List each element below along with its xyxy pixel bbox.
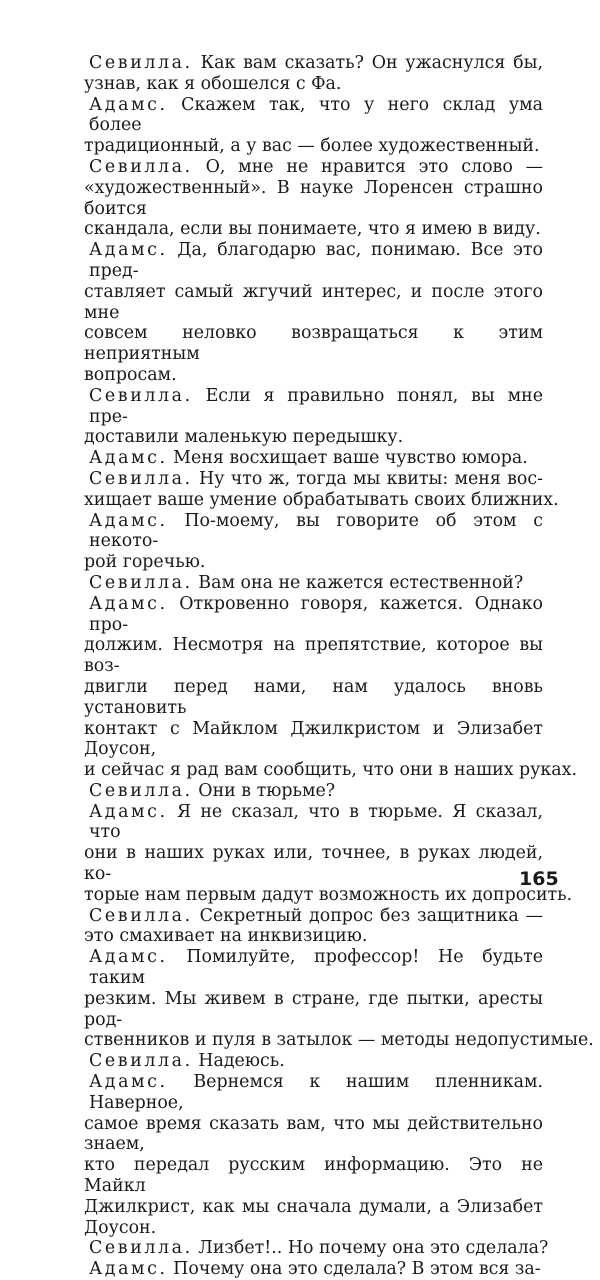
speaker-name: Адамс. <box>89 1072 168 1093</box>
text-line: самое время сказать вам, что мы действительно знаем, <box>84 1113 543 1155</box>
speaker-name: Севилла. <box>89 53 193 73</box>
dialogue-paragraph <box>84 801 573 906</box>
dialogue-paragraph <box>84 1238 549 1259</box>
speech-text: Секретный допрос без защитника — <box>192 905 543 926</box>
speaker-name: Адамс. <box>89 593 168 614</box>
text-line: Джилкрист, как мы сначала думали, а Элизабет <box>84 1196 543 1217</box>
text-line: ственников и пуля в затылок — методы недопустимые. <box>84 1030 594 1051</box>
text-line <box>84 157 543 178</box>
speaker-name: Севилла. <box>89 905 193 926</box>
text-line: контакт с Майклом Джилкристом и Элизабет Доусон, <box>84 718 543 760</box>
text-line: двигли перед нами, нам удалось вновь установить <box>84 676 543 718</box>
text-line: и сейчас я рад вам сообщить, что они в наших руках. <box>84 760 577 781</box>
dialogue-paragraph <box>84 240 543 386</box>
text-line: кто передал русским информацию. Это не Майкл <box>84 1155 543 1197</box>
page-number: 165 <box>519 868 559 890</box>
speaker-name: Севилла. <box>89 572 193 593</box>
text-line: скандала, если вы понимаете, что я имею в виду. <box>84 219 541 240</box>
text-line: традиционный, а у вас — более художественный. <box>84 136 540 157</box>
speaker-name: Адамс. <box>89 1259 168 1280</box>
text-line <box>84 906 543 927</box>
speech-text: Как вам сказать? Он ужаснулся бы, <box>192 53 543 73</box>
text-line: Доусон. <box>84 1217 157 1238</box>
text-line <box>84 1072 543 1114</box>
dialogue-paragraph <box>84 781 543 802</box>
speaker-name: Адамс. <box>89 510 168 531</box>
text-line: должим. Несмотря на препятствие, которое вы воз- <box>84 635 543 677</box>
text-line: узнав, как я обошелся с Фа. <box>84 73 342 94</box>
dialogue-paragraph <box>84 448 543 469</box>
speaker-name: Севилла. <box>89 468 193 489</box>
dialogue-paragraph <box>84 947 594 1051</box>
speaker-name: Адамс. <box>89 947 168 968</box>
text-line <box>84 95 543 137</box>
speech-text: Скажем так, что у него склад ума более <box>89 94 543 136</box>
text-line <box>84 947 543 989</box>
speech-text: Лизбет!.. Но почему она это сделала? <box>192 1238 549 1259</box>
speaker-name: Адамс. <box>89 801 168 822</box>
text-line <box>84 594 543 636</box>
text-line: хищает ваше умение обрабатывать своих ближних. <box>84 489 559 510</box>
text-line <box>84 386 543 428</box>
text-line <box>84 53 543 74</box>
text-line: они в наших руках или, точнее, в руках людей, ко- <box>84 843 543 885</box>
speech-text: Я не сказал, что в тюрьме. Я сказал, что <box>89 801 543 843</box>
speaker-name: Адамс. <box>89 448 168 469</box>
dialogue-paragraph <box>84 511 543 573</box>
dialogue-paragraph <box>84 53 543 95</box>
text-line: торые нам первым дадут возможность их допросить. <box>84 884 573 905</box>
text-line <box>84 448 543 469</box>
text-line: вопросам. <box>84 364 177 385</box>
speech-text: Почему она это сделала? В этом вся за- <box>167 1259 541 1280</box>
text-line: это смахивает на инквизицию. <box>84 926 368 947</box>
text-line: рой горечью. <box>84 552 206 573</box>
dialogue-paragraph <box>84 157 543 240</box>
dialogue-paragraph <box>84 386 543 448</box>
speech-text: Откровенно говоря, кажется. Однако про- <box>89 593 543 635</box>
speech-text: Меня восхищает ваше чувство юмора. <box>167 448 528 469</box>
text-line: «художественный». В науке Лоренсен страшно боится <box>84 177 543 219</box>
speaker-name: Адамс. <box>89 94 168 115</box>
dialogue-paragraph <box>84 906 543 948</box>
dialogue-paragraph <box>84 1259 543 1280</box>
text-line <box>84 781 543 802</box>
dialogue-paragraph <box>84 593 577 781</box>
speech-text: Надеюсь. <box>192 1051 285 1072</box>
speech-text: О, мне не нравится это слово — <box>192 156 543 177</box>
dialogue-paragraph <box>84 1051 543 1072</box>
speaker-name: Севилла. <box>89 1051 193 1072</box>
text-line: резким. Мы живем в стране, где пытки, аресты род- <box>84 988 543 1030</box>
speaker-name: Севилла. <box>89 385 193 406</box>
speech-text: Они в тюрьме? <box>192 780 336 801</box>
speaker-name: Севилла. <box>89 780 193 801</box>
speech-text: Ну что ж, тогда мы квиты: меня вос- <box>192 468 543 489</box>
speaker-name: Севилла. <box>89 156 193 177</box>
dialogue-paragraph <box>84 573 543 594</box>
speech-text: По-моему, вы говорите об этом с некото- <box>89 510 543 552</box>
speech-text: Если я правильно понял, вы мне пре- <box>89 385 543 427</box>
text-line <box>84 1238 549 1259</box>
text-line <box>84 802 543 844</box>
text-line: совсем неловко возвращаться к этим неприятным <box>84 323 543 365</box>
text-line <box>84 573 543 594</box>
dialogue-paragraph <box>84 1072 543 1238</box>
text-line <box>84 511 543 553</box>
speech-text: Да, благодарю вас, понимаю. Все это пред- <box>89 240 543 281</box>
speech-text: Помилуйте, профессор! Не будьте таким <box>89 947 543 989</box>
text-line: ставляет самый жгучий интерес, и после этого мне <box>84 281 543 323</box>
speaker-name: Севилла. <box>89 1238 193 1259</box>
dialogue-text <box>84 53 594 1280</box>
text-line <box>84 469 543 490</box>
text-line <box>84 1051 543 1072</box>
speech-text: Вам она не кажется естественной? <box>192 572 524 593</box>
speaker-name: Адамс. <box>89 240 168 261</box>
speech-text: Вернемся к нашим пленникам. Наверное, <box>89 1072 543 1113</box>
dialogue-paragraph <box>84 95 543 157</box>
text-line <box>84 1259 543 1280</box>
dialogue-paragraph <box>84 468 559 511</box>
text-line <box>84 240 543 282</box>
text-line: доставили маленькую передышку. <box>84 427 404 448</box>
